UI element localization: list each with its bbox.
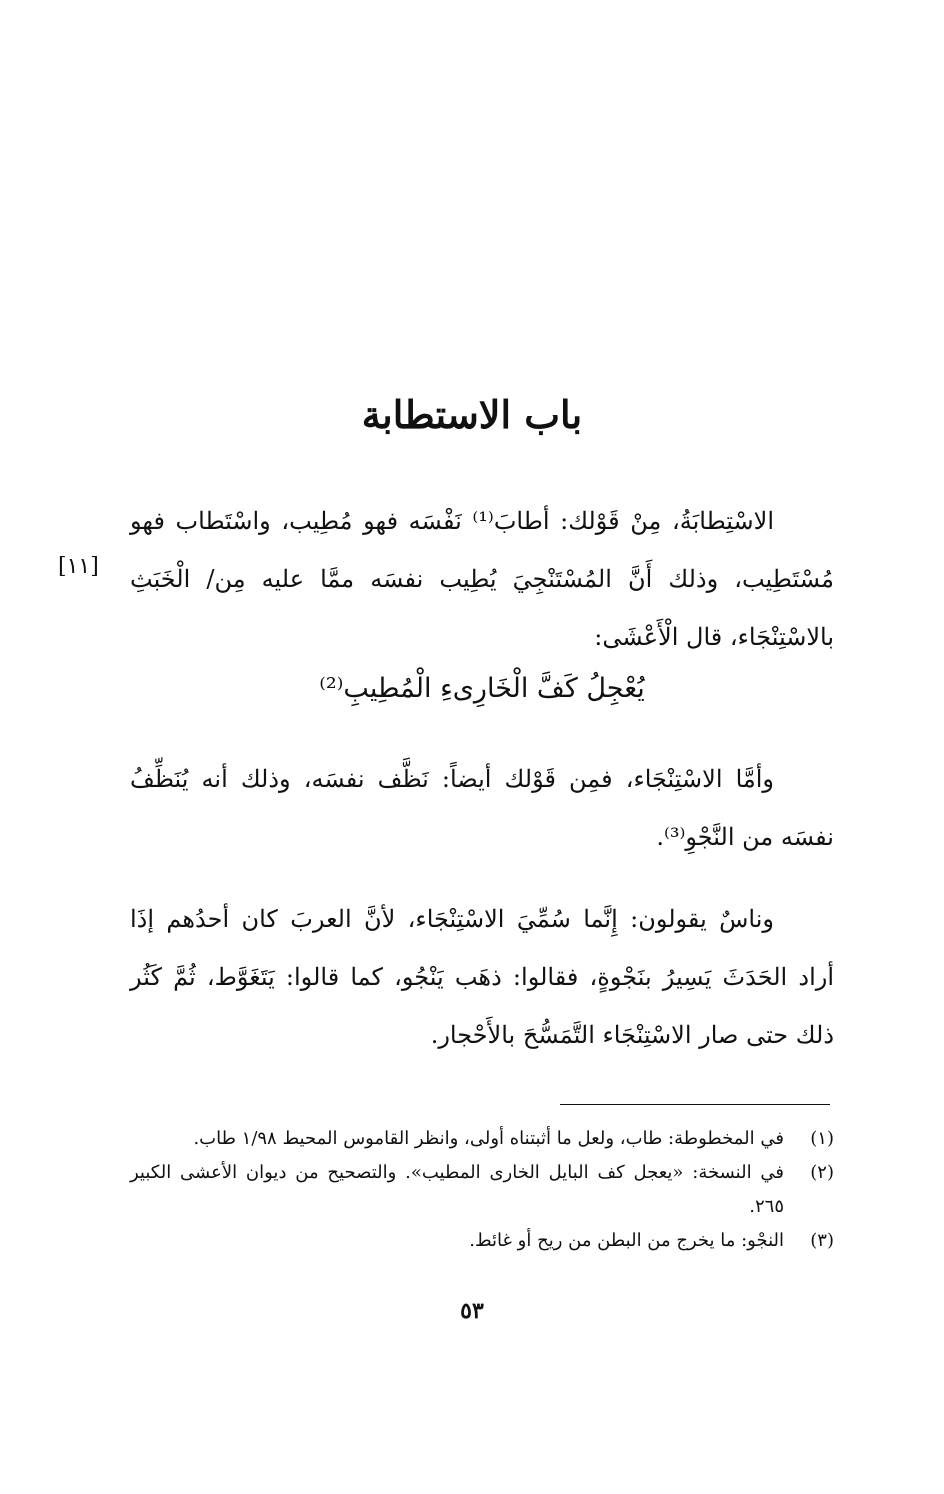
paragraph-1 — [130, 492, 834, 666]
footnote-3-number: (٣) — [810, 1230, 834, 1251]
paragraph-1-text: الاسْتِطابَةُ، مِنْ قَوْلك: أطابَ⁽¹⁾ نَفْسَه فهو مُطِيب، واسْتَطاب فهو مُسْتَطِيب، وذلك أَنَّ المُسْتَنْجِيَ يُطِيب نفسَه ممَّا عليه مِن/ الْخَبَثِ بالاسْتِنْجَاء، قال الْأَعْشَى: — [130, 507, 834, 651]
footnote-2-text: في النسخة: «يعجل كف البايل الخارى المطيب». والتصحيح من ديوان الأعشى الكبير ٢٦٥. — [130, 1162, 784, 1217]
footnotes — [130, 1122, 834, 1258]
manuscript-folio-marker: [١١] — [58, 554, 99, 579]
footnote-3 — [130, 1224, 834, 1258]
paragraph-3 — [130, 890, 834, 1064]
footnote-2 — [130, 1156, 834, 1224]
paragraph-3-text: وناسٌ يقولون: إِنَّما سُمِّيَ الاسْتِنْجَاء، لأنَّ العربَ كان أحدُهم إذَا أراد الحَدَثَ يَسِيرُ بنَجْوةٍ، فقالوا: ذهَب يَنْجُو، كما قالوا: يَتَغَوَّط، ثُمَّ كَثُر ذلك حتى صار الاسْتِنْجَاء التَّمَسُّحَ بالأَحْجار. — [130, 905, 834, 1049]
footnote-3-text: النجْو: ما يخرج من البطن من ريح أو غائط. — [469, 1230, 784, 1251]
footnote-1-text: في المخطوطة: طاب، ولعل ما أثبتناه أولى، وانظر القاموس المحيط ١/٩٨ طاب. — [193, 1128, 784, 1149]
footnote-2-number: (٢) — [810, 1162, 834, 1183]
poetry-verse: يُعْجِلُ كَفَّ الْخَارِىءِ الْمُطِيبِ⁽²⁾ — [319, 673, 645, 704]
paragraph-2 — [130, 750, 834, 866]
footnote-divider — [560, 1104, 830, 1105]
chapter-title: باب الاستطابة — [361, 392, 583, 437]
footnote-1-number: (١) — [810, 1128, 834, 1149]
page-number: ٥٣ — [460, 1298, 484, 1324]
paragraph-2-text: وأمَّا الاسْتِنْجَاء، فمِن قَوْلك أيضاً: نَظَّف نفسَه، وذلك أنه يُنَظِّفُ نفسَه من النَّجْوِ⁽³⁾. — [130, 765, 834, 851]
footnote-1 — [130, 1122, 834, 1156]
